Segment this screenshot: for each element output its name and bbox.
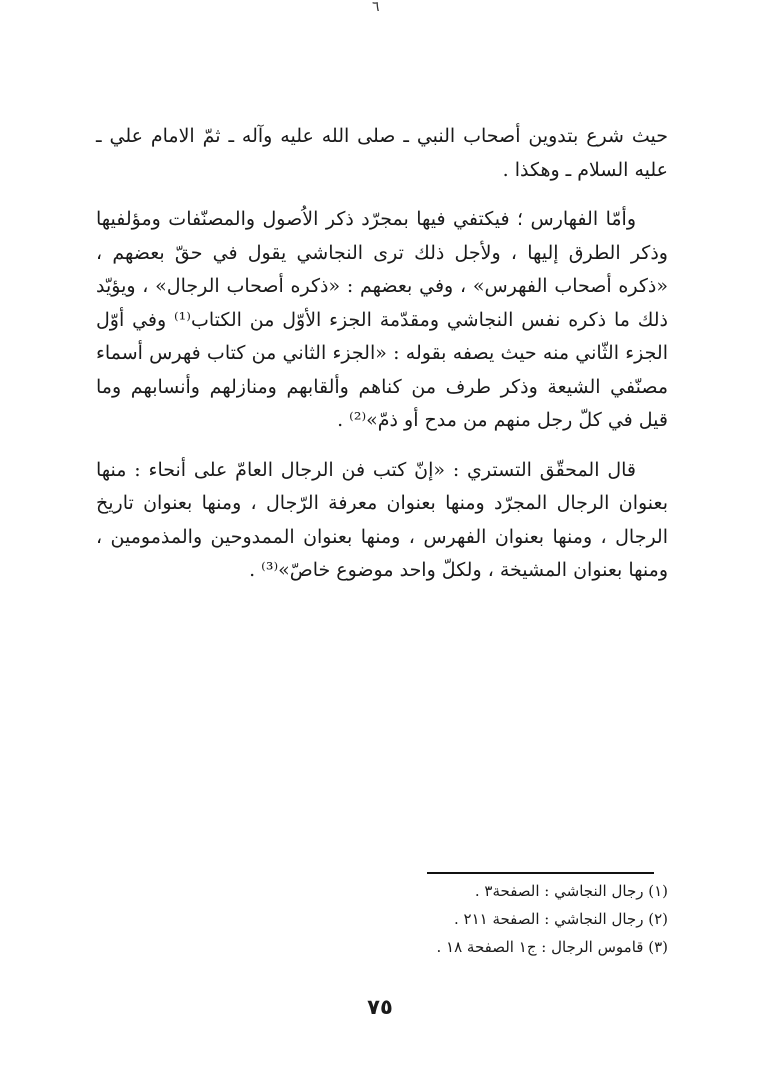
page-number: ٧٥	[367, 995, 393, 1019]
footnote-3: (٣) قاموس الرجال : ج١ الصفحة ١٨ .	[436, 938, 668, 956]
footnote-2: (٢) رجال النجاشي : الصفحة ٢١١ .	[453, 910, 668, 928]
footnote-1: (١) رجال النجاشي : الصفحة٣ .	[474, 882, 668, 900]
top-mark: ٦	[372, 0, 380, 15]
footnote-divider	[427, 872, 654, 874]
paragraph-2: وأمّا الفهارس ؛ فيكتفي فيها بمجرّد ذكر الاُصول والمصنّفات ومؤلفيها وذكر الطرق إليها ، ولأجل ذلك ترى النجاشي يقول في حقّ بعضهم ، «ذكره أصحاب الفهرس» ، وفي بعضهم : «ذكره أصحاب الرجال» ، ويؤيّد ذلك ما ذكره نفس النجاشي ومقدّمة الجزء الأوّل من الكتاب⁽¹⁾ وفي أوّل الجزء الثّاني منه حيث يصفه بقوله : «الجزء الثاني من كتاب فهرس أسماء مصنّفي الشيعة وذكر طرف من كناهم وألقابهم ومنازلهم وأنسابهم وما قيل في كلّ رجل منهم من مدح أو ذمّ»⁽²⁾ .	[96, 208, 669, 431]
body-text	[96, 120, 668, 604]
footnotes	[96, 877, 668, 961]
paragraph-1: حيث شرع بتدوين أصحاب النبي ـ صلى الله عليه وآله ـ ثمّ الامام علي ـ عليه السلام ـ وهكذا .	[96, 125, 668, 181]
paragraph-3: قال المحقّق التستري : «إنّ كتب فن الرجال العامّ على أنحاء : منها بعنوان الرجال المجرّد ومنها بعنوان معرفة الرّجال ، ومنها بعنوان تاريخ الرجال ، ومنها بعنوان الفهرس ، ومنها بعنوان الممدوحين والمذمومين ، ومنها بعنوان المشيخة ، ولكلّ واحد موضوع خاصّ»⁽³⁾ .	[96, 458, 668, 581]
